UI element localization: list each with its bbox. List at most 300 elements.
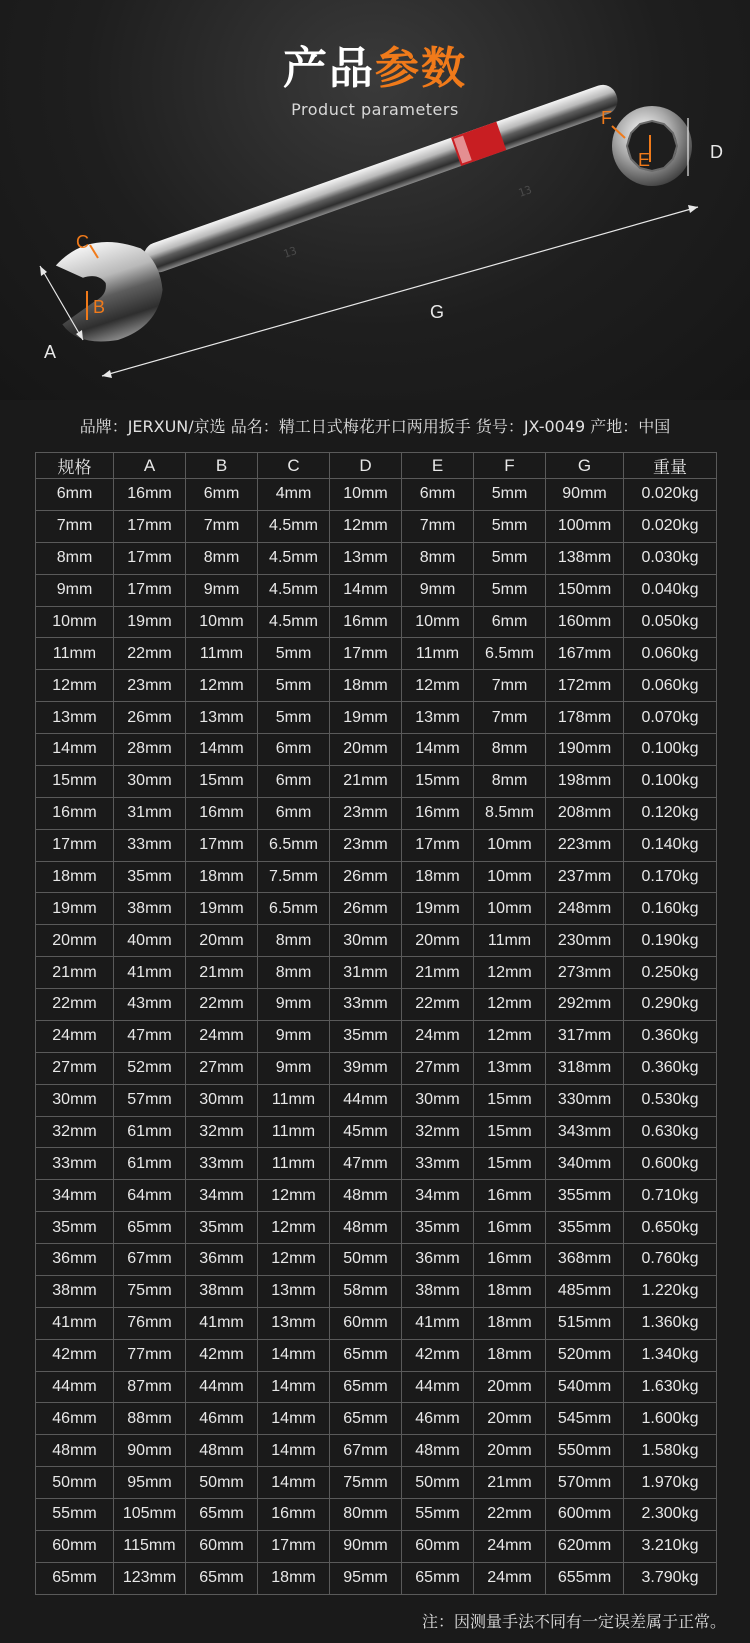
table-cell: 64mm <box>114 1180 186 1212</box>
table-cell: 10mm <box>330 479 402 511</box>
table-cell: 24mm <box>402 1020 474 1052</box>
table-cell: 1.600kg <box>624 1403 717 1435</box>
table-cell: 41mm <box>36 1307 114 1339</box>
table-cell: 22mm <box>186 989 258 1021</box>
table-cell: 18mm <box>402 861 474 893</box>
table-row <box>36 510 717 542</box>
table-cell: 13mm <box>330 542 402 574</box>
table-cell: 5mm <box>258 702 330 734</box>
table-cell: 4.5mm <box>258 510 330 542</box>
table-cell: 14mm <box>258 1339 330 1371</box>
table-cell: 38mm <box>402 1275 474 1307</box>
table-cell: 2.300kg <box>624 1499 717 1531</box>
shank-size-marking-left: 13 <box>281 244 299 261</box>
table-cell: 33mm <box>402 1148 474 1180</box>
table-cell: 12mm <box>474 957 546 989</box>
table-cell: 178mm <box>546 702 624 734</box>
dimension-label-d: D <box>710 142 723 162</box>
table-cell: 8mm <box>186 542 258 574</box>
table-cell: 16mm <box>114 479 186 511</box>
table-cell: 5mm <box>474 542 546 574</box>
table-cell: 30mm <box>114 765 186 797</box>
table-cell: 27mm <box>186 1052 258 1084</box>
table-cell: 26mm <box>330 861 402 893</box>
table-cell: 67mm <box>114 1244 186 1276</box>
table-cell: 16mm <box>474 1180 546 1212</box>
table-cell: 17mm <box>402 829 474 861</box>
table-row <box>36 1244 717 1276</box>
table-cell: 24mm <box>474 1562 546 1594</box>
table-cell: 16mm <box>258 1499 330 1531</box>
table-cell: 10mm <box>186 606 258 638</box>
table-cell: 95mm <box>114 1467 186 1499</box>
table-row <box>36 574 717 606</box>
table-body <box>36 479 717 1595</box>
table-cell: 368mm <box>546 1244 624 1276</box>
table-cell: 9mm <box>258 1020 330 1052</box>
table-row <box>36 1020 717 1052</box>
table-cell: 6mm <box>474 606 546 638</box>
table-cell: 14mm <box>258 1467 330 1499</box>
table-cell: 292mm <box>546 989 624 1021</box>
table-cell: 7mm <box>474 670 546 702</box>
table-cell: 33mm <box>114 829 186 861</box>
table-cell: 12mm <box>258 1180 330 1212</box>
table-cell: 11mm <box>258 1116 330 1148</box>
table-cell: 22mm <box>474 1499 546 1531</box>
table-row <box>36 829 717 861</box>
table-cell: 65mm <box>402 1562 474 1594</box>
table-cell: 223mm <box>546 829 624 861</box>
table-cell: 20mm <box>402 925 474 957</box>
table-cell: 17mm <box>258 1530 330 1562</box>
table-cell: 88mm <box>114 1403 186 1435</box>
table-cell: 44mm <box>330 1084 402 1116</box>
table-header-row <box>36 453 717 479</box>
table-cell: 14mm <box>258 1371 330 1403</box>
table-cell: 0.630kg <box>624 1116 717 1148</box>
table-cell: 34mm <box>186 1180 258 1212</box>
table-cell: 33mm <box>330 989 402 1021</box>
table-cell: 38mm <box>114 893 186 925</box>
table-cell: 48mm <box>330 1180 402 1212</box>
table-cell: 55mm <box>402 1499 474 1531</box>
table-cell: 28mm <box>114 734 186 766</box>
table-cell: 15mm <box>402 765 474 797</box>
table-cell: 540mm <box>546 1371 624 1403</box>
table-cell: 34mm <box>36 1180 114 1212</box>
table-cell: 318mm <box>546 1052 624 1084</box>
table-cell: 32mm <box>402 1116 474 1148</box>
column-header: G <box>546 453 624 479</box>
table-cell: 36mm <box>186 1244 258 1276</box>
table-cell: 5mm <box>258 670 330 702</box>
table-cell: 95mm <box>330 1562 402 1594</box>
table-cell: 1.360kg <box>624 1307 717 1339</box>
table-cell: 41mm <box>114 957 186 989</box>
table-row <box>36 893 717 925</box>
table-cell: 90mm <box>114 1435 186 1467</box>
table-cell: 27mm <box>36 1052 114 1084</box>
table-cell: 0.650kg <box>624 1212 717 1244</box>
combination-wrench-icon <box>41 81 692 355</box>
page-subtitle: Product parameters <box>291 100 459 119</box>
table-cell: 13mm <box>186 702 258 734</box>
table-cell: 10mm <box>474 893 546 925</box>
table-cell: 60mm <box>330 1307 402 1339</box>
table-row <box>36 1562 717 1594</box>
table-cell: 80mm <box>330 1499 402 1531</box>
table-cell: 12mm <box>474 1020 546 1052</box>
table-cell: 35mm <box>36 1212 114 1244</box>
table-cell: 15mm <box>474 1084 546 1116</box>
table-cell: 13mm <box>258 1275 330 1307</box>
table-cell: 65mm <box>114 1212 186 1244</box>
table-row <box>36 670 717 702</box>
table-cell: 23mm <box>330 797 402 829</box>
table-cell: 14mm <box>402 734 474 766</box>
table-cell: 9mm <box>258 1052 330 1084</box>
table-row <box>36 957 717 989</box>
table-cell: 24mm <box>474 1530 546 1562</box>
table-cell: 65mm <box>330 1371 402 1403</box>
title-white-part: 产品 <box>283 43 375 94</box>
table-cell: 20mm <box>474 1371 546 1403</box>
table-cell: 36mm <box>402 1244 474 1276</box>
table-cell: 18mm <box>474 1339 546 1371</box>
table-row <box>36 1148 717 1180</box>
table-cell: 10mm <box>36 606 114 638</box>
table-cell: 75mm <box>330 1467 402 1499</box>
table-cell: 24mm <box>36 1020 114 1052</box>
table-cell: 13mm <box>402 702 474 734</box>
table-cell: 7.5mm <box>258 861 330 893</box>
table-row <box>36 1116 717 1148</box>
wrench-dimension-diagram <box>0 0 750 400</box>
table-cell: 22mm <box>114 638 186 670</box>
table-cell: 61mm <box>114 1116 186 1148</box>
column-header: 重量 <box>624 453 717 479</box>
table-cell: 6.5mm <box>474 638 546 670</box>
table-cell: 1.630kg <box>624 1371 717 1403</box>
table-cell: 150mm <box>546 574 624 606</box>
table-cell: 1.970kg <box>624 1467 717 1499</box>
table-cell: 105mm <box>114 1499 186 1531</box>
table-cell: 65mm <box>330 1339 402 1371</box>
table-cell: 0.020kg <box>624 479 717 511</box>
table-cell: 8mm <box>474 734 546 766</box>
table-cell: 33mm <box>186 1148 258 1180</box>
title-orange-part: 参数 <box>375 43 467 94</box>
table-cell: 65mm <box>330 1403 402 1435</box>
table-cell: 0.530kg <box>624 1084 717 1116</box>
table-cell: 330mm <box>546 1084 624 1116</box>
table-cell: 46mm <box>402 1403 474 1435</box>
column-header: C <box>258 453 330 479</box>
table-cell: 5mm <box>474 510 546 542</box>
table-cell: 16mm <box>402 797 474 829</box>
table-row <box>36 479 717 511</box>
column-header: B <box>186 453 258 479</box>
shank-size-marking-right: 13 <box>516 183 534 200</box>
table-row <box>36 542 717 574</box>
table-cell: 42mm <box>36 1339 114 1371</box>
table-cell: 18mm <box>36 861 114 893</box>
dimension-label-f: F <box>601 108 612 128</box>
table-cell: 27mm <box>402 1052 474 1084</box>
table-cell: 46mm <box>186 1403 258 1435</box>
table-cell: 46mm <box>36 1403 114 1435</box>
table-cell: 123mm <box>114 1562 186 1594</box>
column-header: A <box>114 453 186 479</box>
table-cell: 14mm <box>258 1435 330 1467</box>
table-cell: 14mm <box>186 734 258 766</box>
table-cell: 12mm <box>258 1212 330 1244</box>
table-row <box>36 1339 717 1371</box>
table-cell: 58mm <box>330 1275 402 1307</box>
table-cell: 355mm <box>546 1180 624 1212</box>
table-cell: 7mm <box>186 510 258 542</box>
table-cell: 22mm <box>36 989 114 1021</box>
table-row <box>36 989 717 1021</box>
table-cell: 41mm <box>186 1307 258 1339</box>
table-cell: 11mm <box>258 1148 330 1180</box>
table-row <box>36 1435 717 1467</box>
table-cell: 10mm <box>402 606 474 638</box>
table-cell: 8mm <box>258 957 330 989</box>
table-cell: 0.760kg <box>624 1244 717 1276</box>
table-cell: 65mm <box>186 1499 258 1531</box>
table-row <box>36 1212 717 1244</box>
table-cell: 18mm <box>330 670 402 702</box>
table-cell: 355mm <box>546 1212 624 1244</box>
table-cell: 12mm <box>36 670 114 702</box>
table-cell: 48mm <box>186 1435 258 1467</box>
table-cell: 16mm <box>186 797 258 829</box>
table-cell: 60mm <box>36 1530 114 1562</box>
table-cell: 18mm <box>258 1562 330 1594</box>
table-cell: 12mm <box>402 670 474 702</box>
table-cell: 30mm <box>36 1084 114 1116</box>
table-cell: 138mm <box>546 542 624 574</box>
table-cell: 0.060kg <box>624 638 717 670</box>
table-cell: 6mm <box>258 797 330 829</box>
table-row <box>36 1499 717 1531</box>
table-cell: 76mm <box>114 1307 186 1339</box>
table-cell: 18mm <box>186 861 258 893</box>
table-cell: 0.140kg <box>624 829 717 861</box>
table-cell: 0.710kg <box>624 1180 717 1212</box>
table-cell: 32mm <box>186 1116 258 1148</box>
table-cell: 8.5mm <box>474 797 546 829</box>
table-cell: 50mm <box>36 1467 114 1499</box>
table-row <box>36 702 717 734</box>
table-cell: 20mm <box>474 1435 546 1467</box>
table-cell: 17mm <box>186 829 258 861</box>
table-cell: 0.020kg <box>624 510 717 542</box>
table-cell: 4.5mm <box>258 574 330 606</box>
column-header: F <box>474 453 546 479</box>
table-cell: 273mm <box>546 957 624 989</box>
table-cell: 42mm <box>402 1339 474 1371</box>
table-cell: 0.290kg <box>624 989 717 1021</box>
table-cell: 8mm <box>402 542 474 574</box>
table-cell: 9mm <box>36 574 114 606</box>
table-cell: 5mm <box>474 574 546 606</box>
table-cell: 9mm <box>186 574 258 606</box>
table-cell: 0.070kg <box>624 702 717 734</box>
table-cell: 13mm <box>36 702 114 734</box>
table-cell: 47mm <box>330 1148 402 1180</box>
table-cell: 61mm <box>114 1148 186 1180</box>
table-cell: 343mm <box>546 1116 624 1148</box>
table-cell: 550mm <box>546 1435 624 1467</box>
table-cell: 35mm <box>114 861 186 893</box>
table-cell: 75mm <box>114 1275 186 1307</box>
table-cell: 100mm <box>546 510 624 542</box>
table-cell: 48mm <box>330 1212 402 1244</box>
table-cell: 19mm <box>186 893 258 925</box>
table-cell: 0.170kg <box>624 861 717 893</box>
table-cell: 21mm <box>36 957 114 989</box>
table-cell: 36mm <box>36 1244 114 1276</box>
table-cell: 20mm <box>186 925 258 957</box>
table-cell: 60mm <box>186 1530 258 1562</box>
table-cell: 230mm <box>546 925 624 957</box>
table-cell: 26mm <box>330 893 402 925</box>
table-cell: 5mm <box>258 638 330 670</box>
dimension-label-c: C <box>76 232 89 252</box>
table-cell: 32mm <box>36 1116 114 1148</box>
table-cell: 20mm <box>330 734 402 766</box>
table-cell: 87mm <box>114 1371 186 1403</box>
table-cell: 13mm <box>258 1307 330 1339</box>
column-header: E <box>402 453 474 479</box>
table-cell: 11mm <box>186 638 258 670</box>
table-cell: 44mm <box>402 1371 474 1403</box>
table-cell: 45mm <box>330 1116 402 1148</box>
table-cell: 11mm <box>258 1084 330 1116</box>
table-cell: 6.5mm <box>258 893 330 925</box>
table-cell: 208mm <box>546 797 624 829</box>
table-cell: 0.190kg <box>624 925 717 957</box>
table-cell: 14mm <box>330 574 402 606</box>
table-cell: 545mm <box>546 1403 624 1435</box>
table-cell: 20mm <box>474 1403 546 1435</box>
table-cell: 1.340kg <box>624 1339 717 1371</box>
table-cell: 35mm <box>402 1212 474 1244</box>
table-cell: 0.050kg <box>624 606 717 638</box>
table-cell: 6mm <box>186 479 258 511</box>
table-cell: 38mm <box>186 1275 258 1307</box>
table-row <box>36 1084 717 1116</box>
dimension-label-b: B <box>93 297 106 317</box>
table-cell: 167mm <box>546 638 624 670</box>
table-cell: 10mm <box>474 829 546 861</box>
table-cell: 35mm <box>330 1020 402 1052</box>
table-cell: 17mm <box>36 829 114 861</box>
table-cell: 30mm <box>186 1084 258 1116</box>
table-cell: 67mm <box>330 1435 402 1467</box>
table-cell: 0.360kg <box>624 1020 717 1052</box>
table-row <box>36 1180 717 1212</box>
table-cell: 15mm <box>186 765 258 797</box>
table-cell: 23mm <box>330 829 402 861</box>
table-cell: 16mm <box>474 1212 546 1244</box>
table-cell: 237mm <box>546 861 624 893</box>
table-row <box>36 797 717 829</box>
spec-table <box>35 452 717 1595</box>
table-cell: 60mm <box>402 1530 474 1562</box>
table-cell: 0.100kg <box>624 765 717 797</box>
table-cell: 4.5mm <box>258 606 330 638</box>
table-cell: 19mm <box>330 702 402 734</box>
table-cell: 48mm <box>402 1435 474 1467</box>
table-cell: 44mm <box>186 1371 258 1403</box>
table-cell: 3.210kg <box>624 1530 717 1562</box>
table-cell: 41mm <box>402 1307 474 1339</box>
table-cell: 6mm <box>36 479 114 511</box>
table-cell: 10mm <box>474 861 546 893</box>
table-row <box>36 925 717 957</box>
table-cell: 19mm <box>402 893 474 925</box>
table-cell: 655mm <box>546 1562 624 1594</box>
table-cell: 115mm <box>114 1530 186 1562</box>
table-cell: 12mm <box>186 670 258 702</box>
table-cell: 515mm <box>546 1307 624 1339</box>
table-cell: 485mm <box>546 1275 624 1307</box>
table-cell: 198mm <box>546 765 624 797</box>
table-cell: 17mm <box>114 542 186 574</box>
table-cell: 17mm <box>330 638 402 670</box>
table-cell: 8mm <box>474 765 546 797</box>
hero-banner <box>0 0 750 400</box>
table-cell: 21mm <box>186 957 258 989</box>
table-cell: 15mm <box>474 1116 546 1148</box>
table-cell: 340mm <box>546 1148 624 1180</box>
table-cell: 1.580kg <box>624 1435 717 1467</box>
table-cell: 18mm <box>474 1275 546 1307</box>
table-cell: 21mm <box>330 765 402 797</box>
table-row <box>36 1467 717 1499</box>
table-cell: 77mm <box>114 1339 186 1371</box>
table-cell: 44mm <box>36 1371 114 1403</box>
table-cell: 317mm <box>546 1020 624 1052</box>
table-cell: 9mm <box>258 989 330 1021</box>
table-cell: 20mm <box>36 925 114 957</box>
table-row <box>36 606 717 638</box>
table-cell: 19mm <box>114 606 186 638</box>
table-cell: 24mm <box>186 1020 258 1052</box>
table-cell: 55mm <box>36 1499 114 1531</box>
table-cell: 65mm <box>186 1562 258 1594</box>
table-cell: 48mm <box>36 1435 114 1467</box>
table-cell: 90mm <box>546 479 624 511</box>
table-cell: 30mm <box>402 1084 474 1116</box>
column-header: D <box>330 453 402 479</box>
table-cell: 190mm <box>546 734 624 766</box>
table-cell: 12mm <box>474 989 546 1021</box>
table-cell: 6.5mm <box>258 829 330 861</box>
table-cell: 8mm <box>258 925 330 957</box>
table-cell: 33mm <box>36 1148 114 1180</box>
table-cell: 14mm <box>258 1403 330 1435</box>
table-cell: 0.030kg <box>624 542 717 574</box>
table-cell: 620mm <box>546 1530 624 1562</box>
table-row <box>36 765 717 797</box>
table-row <box>36 1403 717 1435</box>
table-cell: 90mm <box>330 1530 402 1562</box>
